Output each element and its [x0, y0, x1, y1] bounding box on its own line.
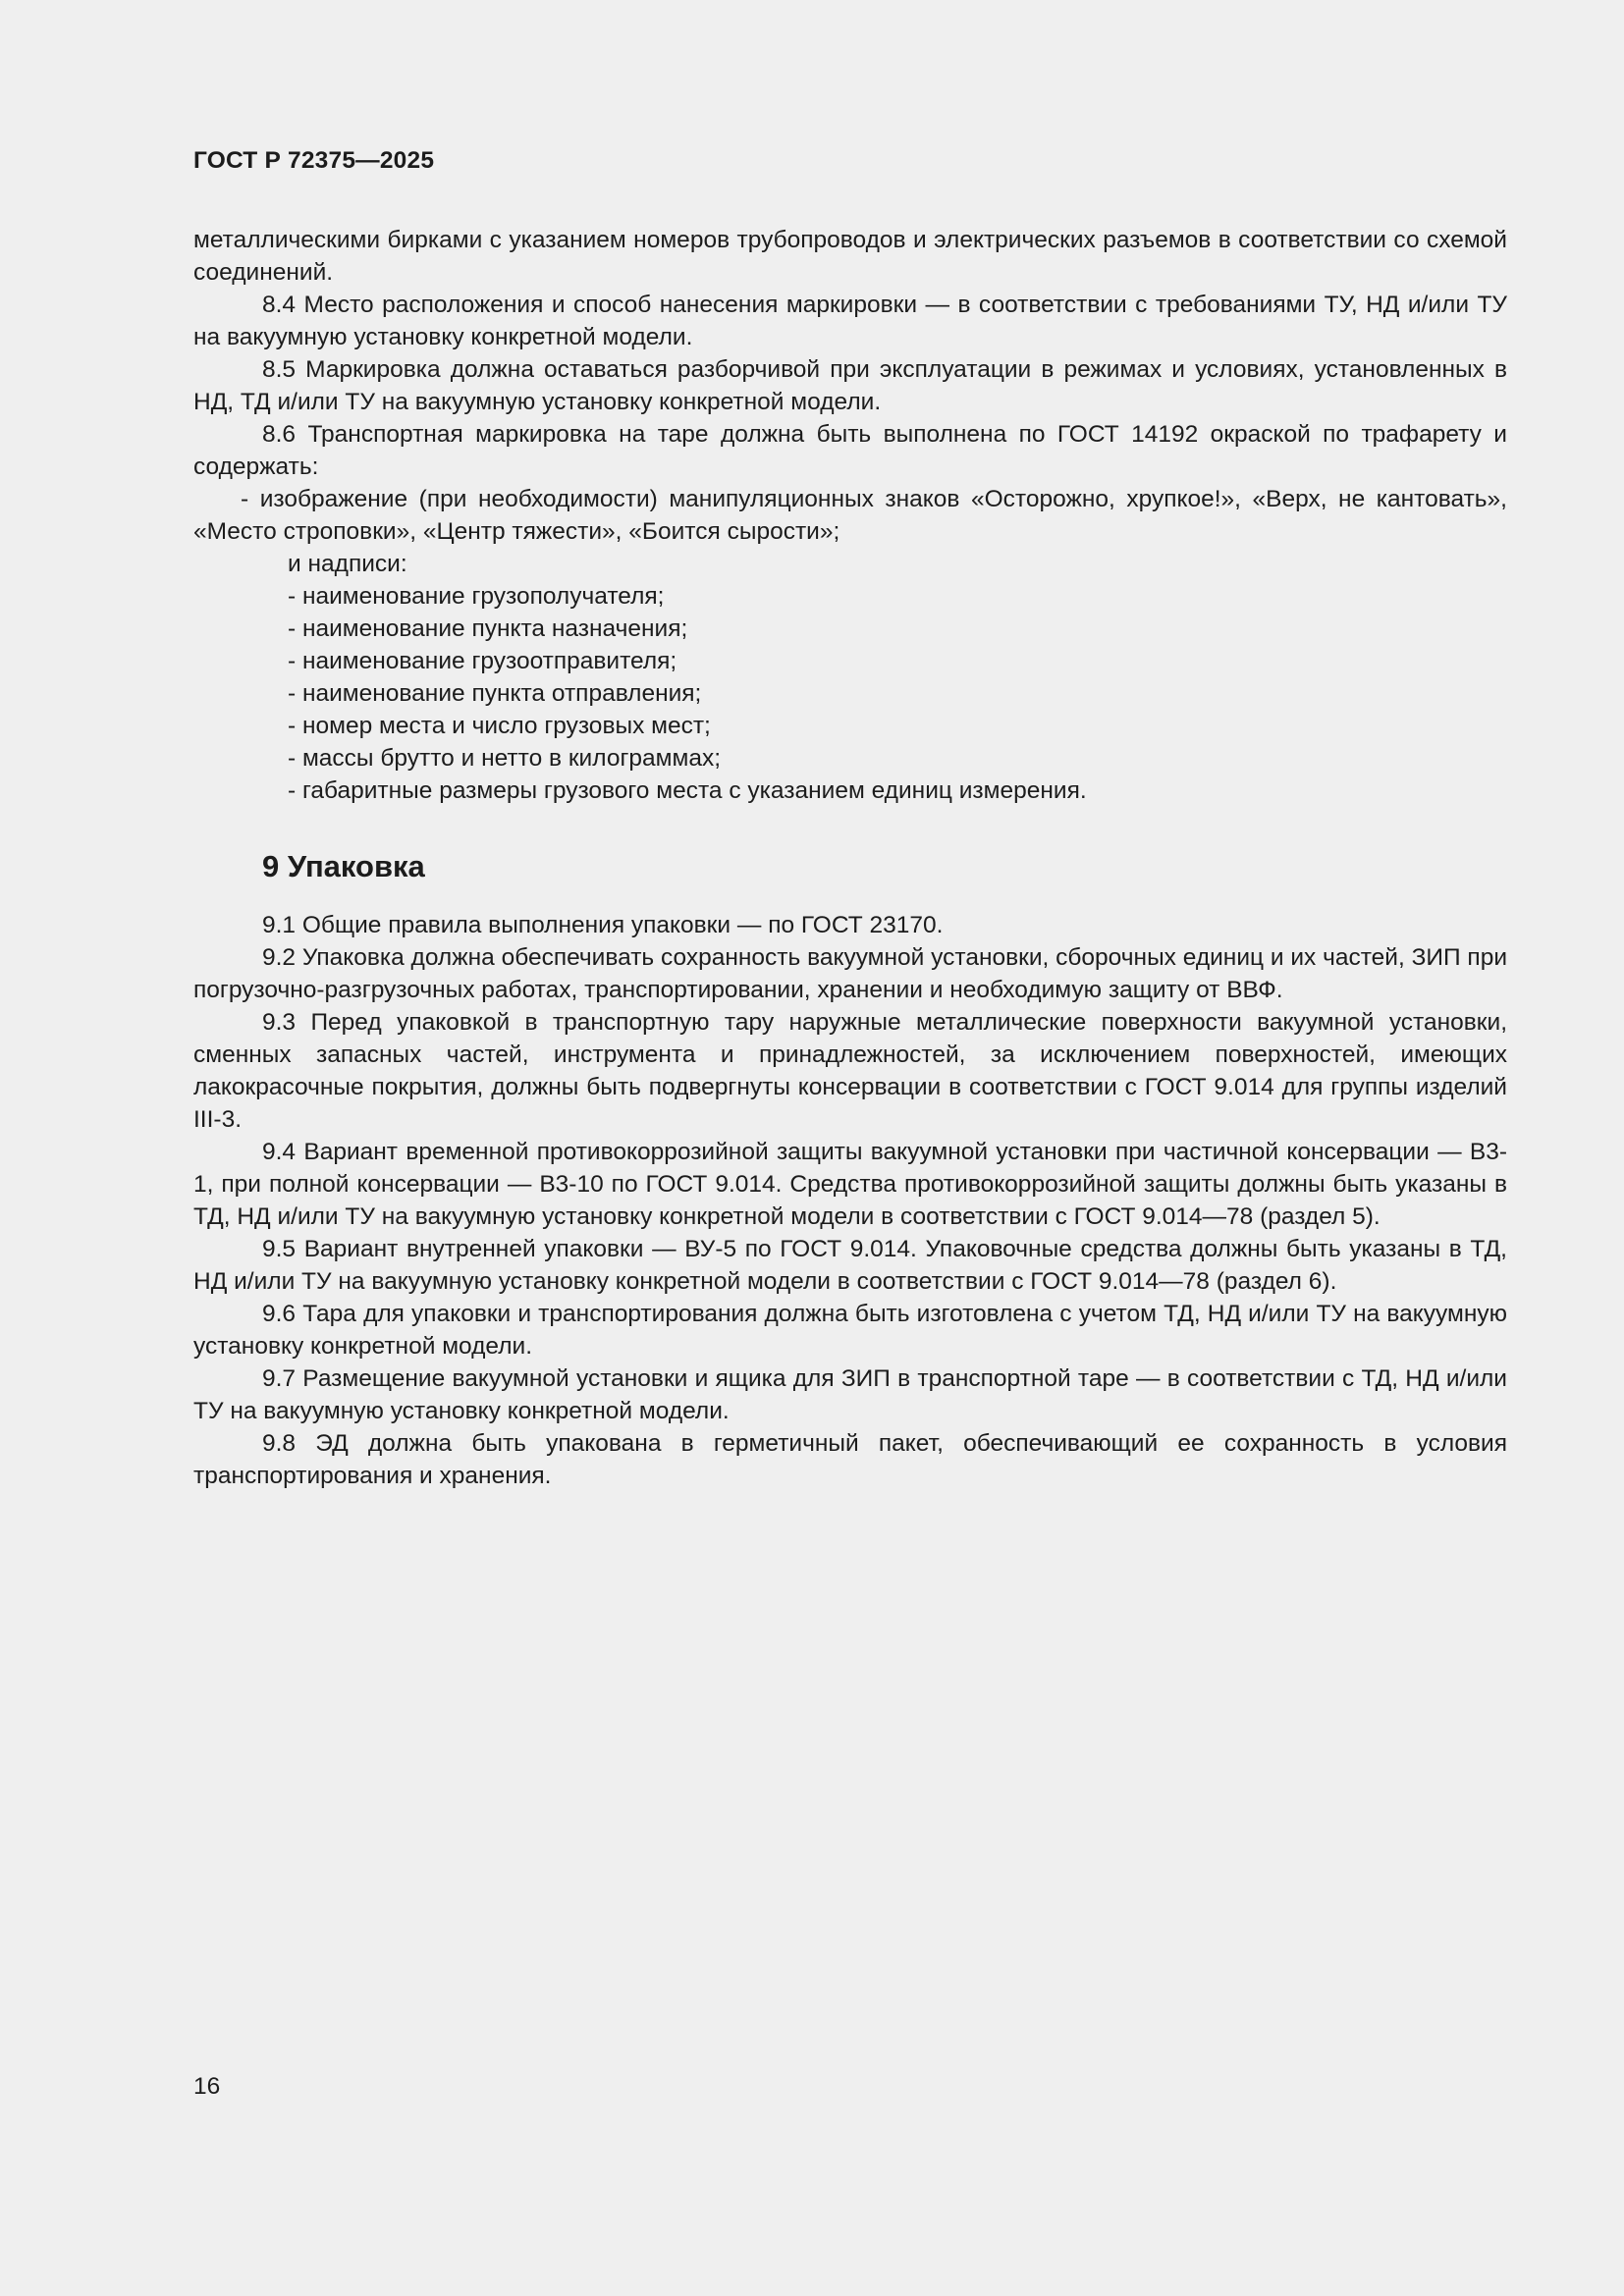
paragraph-9-2: 9.2 Упаковка должна обеспечивать сохранность вакуумной установки, сборочных единиц и их частей, ЗИП при погрузочно-разгрузочных работах, транспортировании, хранении и необходимую защиту от ВВФ. — [193, 944, 1508, 1003]
list-item: - массы брутто и нетто в килограммах; — [288, 745, 721, 772]
page-number: 16 — [193, 2073, 221, 2100]
paragraph-9-3: 9.3 Перед упаковкой в транспортную тару наружные металлические поверхности вакуумной установки, сменных запасных частей, инструмента и принадлежностей, за исключением поверхностей, имеющих лакокрасочные покрытия, должны быть подвергнуты консервации в соответствии с ГОСТ 9.014 для группы изделий III-3. — [193, 1009, 1507, 1133]
document-header: ГОСТ Р 72375—2025 — [193, 147, 435, 174]
document-body — [193, 224, 1507, 1492]
paragraph-9-1: 9.1 Общие правила выполнения упаковки — по ГОСТ 23170. — [262, 912, 944, 938]
list-item: - наименование пункта назначения; — [288, 615, 688, 642]
list-item: - номер места и число грузовых мест; — [288, 713, 711, 739]
section-heading-9: 9 Упаковка — [262, 849, 425, 883]
list-item-handling-signs: - изображение (при необходимости) манипуляционных знаков «Осторожно, хрупкое!», «Верх, не кантовать», «Место строповки», «Центр тяжести», «Боится сырости»; — [193, 486, 1507, 545]
paragraph-8-4: 8.4 Место расположения и способ нанесения маркировки — в соответствии с требованиями ТУ, НД и/или ТУ на вакуумную установку конкретной модели. — [193, 292, 1507, 350]
list-item: - наименование грузополучателя; — [288, 583, 665, 610]
paragraph-9-6: 9.6 Тара для упаковки и транспортирования должна быть изготовлена с учетом ТД, НД и/или ТУ на вакуумную установку конкретной модели. — [193, 1301, 1507, 1360]
paragraph-9-4: 9.4 Вариант временной противокоррозийной защиты вакуумной установки при частичной консервации — В3-1, при полной консервации — В3-10 по ГОСТ 9.014. Средства противокоррозийной защиты должны быть указаны в ТД, НД и/или ТУ на вакуумную установку конкретной модели в соответствии с ГОСТ 9.014—78 (раздел 5). — [193, 1139, 1507, 1230]
inscriptions-intro: и надписи: — [288, 551, 407, 577]
list-item: - габаритные размеры грузового места с указанием единиц измерения. — [288, 777, 1087, 804]
paragraph-8-6: 8.6 Транспортная маркировка на таре должна быть выполнена по ГОСТ 14192 окраской по трафарету и содержать: — [193, 421, 1507, 480]
paragraph-9-8: 9.8 ЭД должна быть упакована в герметичный пакет, обеспечивающий ее сохранность в условия транспортирования и хранения. — [193, 1430, 1507, 1489]
list-item: - наименование грузоотправителя; — [288, 648, 677, 674]
paragraph-9-5: 9.5 Вариант внутренней упаковки — ВУ-5 по ГОСТ 9.014. Упаковочные средства должны быть указаны в ТД, НД и/или ТУ на вакуумную установку конкретной модели в соответствии с ГОСТ 9.014—78 (раздел 6). — [193, 1236, 1507, 1295]
paragraph-8-3-continuation: металлическими бирками с указанием номеров трубопроводов и электрических разъемов в соответствии со схемой соединений. — [193, 227, 1507, 286]
list-item: - наименование пункта отправления; — [288, 680, 702, 707]
paragraph-8-5: 8.5 Маркировка должна оставаться разборчивой при эксплуатации в режимах и условиях, установленных в НД, ТД и/или ТУ на вакуумную установку конкретной модели. — [193, 356, 1507, 415]
paragraph-9-7: 9.7 Размещение вакуумной установки и ящика для ЗИП в транспортной таре — в соответствии с ТД, НД и/или ТУ на вакуумную установку конкретной модели. — [193, 1365, 1507, 1424]
